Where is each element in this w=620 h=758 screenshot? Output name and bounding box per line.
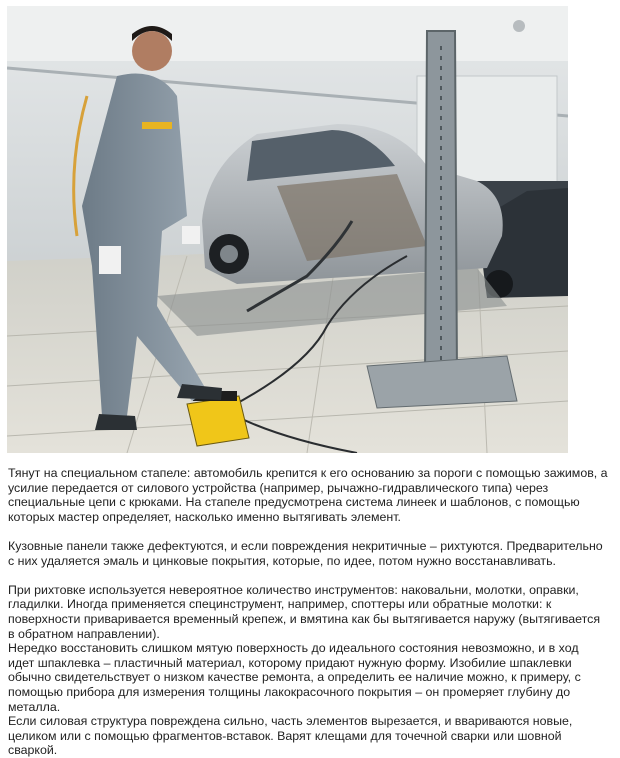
straightening-tower — [425, 31, 457, 378]
paragraph-welding: Если силовая структура повреждена сильно, часть элементов вырезается, и ввариваются новые, целиком или с помощью фрагментов-вставок. Варят клещами для точечной сварки или шовной сваркой. — [8, 714, 573, 758]
paragraph-stapel: Тянут на специальном стапеле: автомобиль крепится к его основанию за пороги с помощью зажимов, а усилие передается от силового устройства (например, рычажно-гидравлического типа) через специальные цепи с крюками. На стапеле предусмотрена система линеек и шаблонов, с помощью которых мастер определяет, насколько именно вытягивать элемент. — [8, 466, 608, 524]
paragraph-body-panels: Кузовные панели также дефектуются, и если повреждения некритичные – рихтуются. Предварительно с них удаляется эмаль и цинковые покрытия, которые, по идее, потом нужно восстанавливать. — [8, 538, 603, 568]
mechanic-head — [132, 31, 172, 71]
paragraph-filler: Нередко восстановить слишком мятую поверхность до идеального состояния невозможно, и в ход идет шпаклевка – пластичный материал, которому придают нужную форму. Изобилие шпаклевки обычно свидетельствует о низком качестве ремонта, а определить ее наличие можно, к примеру, с помощью прибора для измерения толщины лакокрасочного покрытия – он промеряет глубину до металла. — [8, 641, 581, 714]
paragraph-tools: При рихтовке используется невероятное количество инструментов: наковальни, молотки, оправки, гладилки. Иногда применяется специнструмент, например, споттеры или обратные молотки: к поверхности приваривается временный крепеж, и вмятина как бы вытягивается наружу (вытягивается в обратном направлении). — [8, 582, 601, 641]
article-text — [8, 466, 608, 758]
photo-car-frame-straightening — [7, 6, 568, 453]
hydraulic-pump — [187, 396, 249, 446]
photo-illustration — [7, 6, 568, 453]
